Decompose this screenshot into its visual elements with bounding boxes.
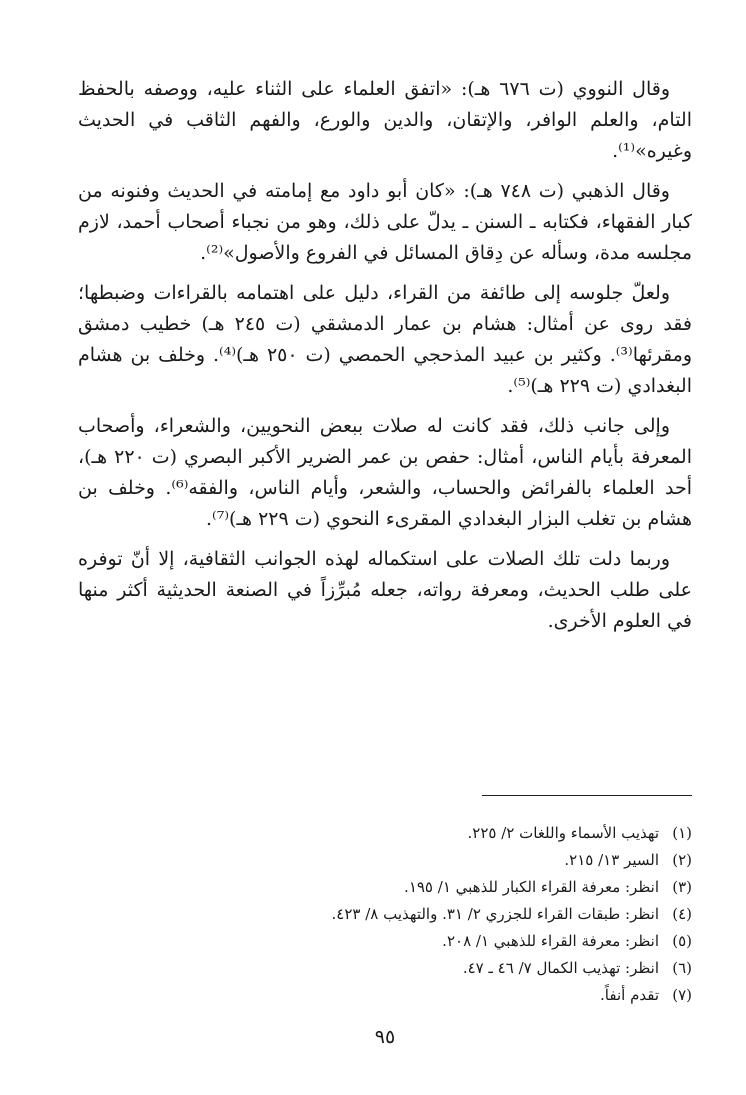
- footnote-number: (٢): [672, 851, 692, 869]
- footnote-item: [78, 874, 692, 901]
- footnotes-list: [78, 820, 692, 1009]
- footnote-item: [78, 820, 692, 847]
- footnote-number: (٤): [672, 905, 692, 923]
- paragraph-nawawi-quote: وقال النووي (ت ٦٧٦ هـ): «اتفق العلماء على الثناء عليه، ووصفه بالحفظ التام، والعلم الوافر، والإتقان، والدين والورع، والفهم الثاقب في الحديث وغيره»⁽¹⁾.: [78, 78, 692, 162]
- footnote-number: (٦): [672, 959, 692, 977]
- paragraph-qurra: ولعلّ جلوسه إلى طائفة من القراء، دليل على اهتمامه بالقراءات وضبطها؛ فقد روى عن أمثال: هشام بن عمار الدمشقي (ت ٢٤٥ هـ) خطيب دمشق ومقرئها⁽³⁾. وكثير بن عبيد المذحجي الحمصي (ت ٢٥٠ هـ)⁽⁴⁾. وخلف بن هشام البغدادي (ت ٢٢٩ هـ)⁽⁵⁾.: [78, 282, 692, 397]
- footnote-text: انظر: معرفة القراء الكبار للذهبي ١/ ١٩٥.: [404, 878, 659, 896]
- paragraph-nahwiyin: وإلى جانب ذلك، فقد كانت له صلات ببعض النحويين، والشعراء، وأصحاب المعرفة بأيام الناس، أمثال: حفص بن عمر الضرير الأكبر البصري (ت ٢٢٠ هـ)، أحد العلماء بالفرائض والحساب، والشعر، وأيام الناس، والفقه⁽⁶⁾. وخلف بن هشام بن تغلب البزار البغدادي المقرىء النحوي (ت ٢٢٩ هـ)⁽⁷⁾.: [78, 415, 693, 530]
- footnote-number: (٧): [672, 986, 692, 1004]
- footnote-item: [78, 847, 692, 874]
- footnote-text: السير ١٣/ ٢١٥.: [564, 851, 659, 869]
- footnote-item: [78, 901, 692, 928]
- footnote-text: انظر: تهذيب الكمال ٧/ ٤٦ ـ ٤٧.: [462, 959, 659, 977]
- footnote-item: [78, 982, 692, 1009]
- page-number: ٩٥: [374, 1026, 396, 1048]
- footnote-item: [78, 955, 692, 982]
- footnote-number: (٥): [672, 932, 692, 950]
- main-text: [78, 74, 692, 637]
- footnote-item: [78, 928, 692, 955]
- footnote-text: تقدم أنفاً.: [600, 986, 659, 1004]
- footnote-number: (١): [672, 824, 692, 842]
- paragraph-conclusion: وربما دلت تلك الصلات على استكماله لهذه الجوانب الثقافية، إلا أنّ توفره على طلب الحديث، ومعرفة رواته، جعله مُبرِّزاً في الصنعة الحديثية أكثر منها في العلوم الأخرى.: [78, 548, 692, 632]
- footnote-number: (٣): [672, 878, 692, 896]
- footnote-separator: [482, 795, 692, 796]
- footnote-text: تهذيب الأسماء واللغات ٢/ ٢٢٥.: [467, 824, 659, 842]
- paragraph-dhahabi-quote: وقال الذهبي (ت ٧٤٨ هـ): «كان أبو داود مع إمامته في الحديث وفنونه من كبار الفقهاء، فكتابه ـ السنن ـ يدلّ على ذلك، وهو من نجباء أصحاب أحمد، لازم مجلسه مدة، وسأله عن دِقاق المسائل في الفروع والأصول»⁽²⁾.: [78, 180, 692, 264]
- footnote-text: انظر: معرفة القراء للذهبي ١/ ٢٠٨.: [442, 932, 659, 950]
- footnote-text: انظر: طبقات القراء للجزري ٢/ ٣١. والتهذيب ٨/ ٤٢٣.: [331, 905, 659, 923]
- book-page: [78, 60, 692, 1060]
